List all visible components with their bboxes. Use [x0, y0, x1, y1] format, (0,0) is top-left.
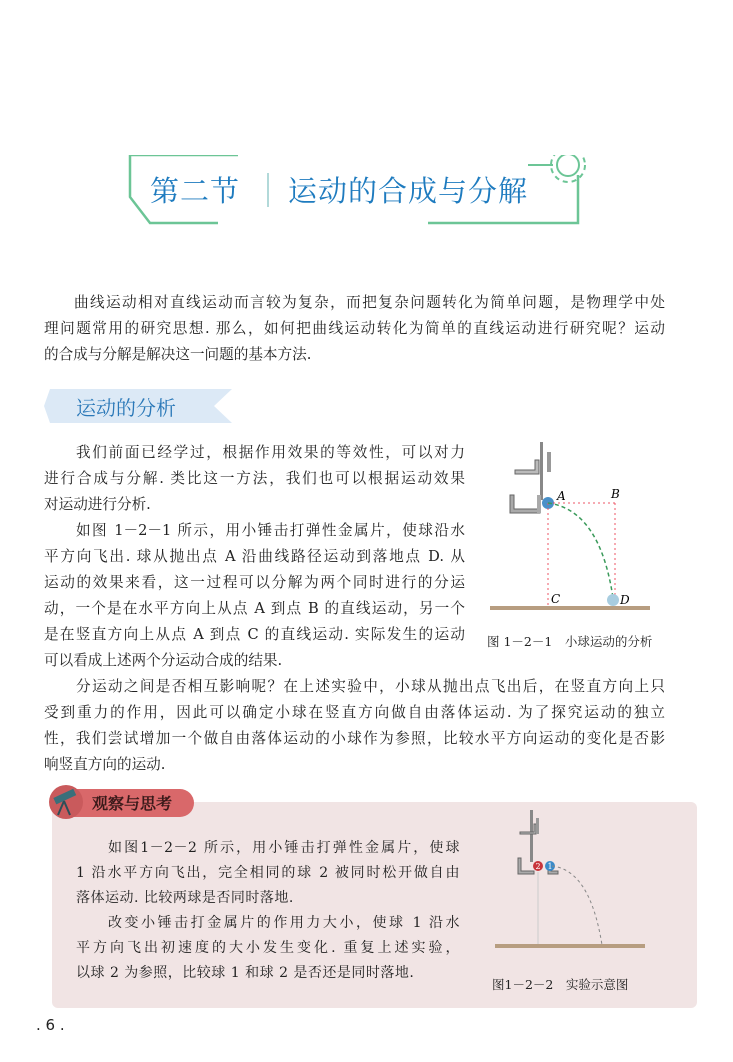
ball-1-label: 1	[547, 862, 553, 871]
ball-2-label: 2	[535, 862, 541, 871]
text-line: 的合成与分解是解决这一问题的基本方法.	[44, 346, 312, 363]
text-line: 改变小锤击打金属片的作用力大小，使球 1 沿水	[108, 915, 460, 931]
figure-2-caption: 图1－2－2 实验示意图	[492, 977, 629, 992]
text-line: 是在竖直方向上从点 A 到点 C 的直线运动. 实际发生的运动	[44, 626, 465, 643]
point-d-label: D	[620, 593, 630, 607]
text-line: 理问题常用的研究思想. 那么，如何把曲线运动转化为简单的直线运动进行研究呢？运动	[44, 320, 665, 337]
section-title: 运动的合成与分解	[288, 174, 529, 208]
gear-icon	[551, 155, 585, 182]
text-line: 如图1－2－2 所示，用小锤击打弹性金属片，使球	[108, 840, 460, 856]
figure-1-caption: 图 1－2－1 小球运动的分析	[487, 634, 653, 649]
point-c-label: C	[551, 592, 561, 606]
intro-paragraph	[44, 290, 665, 368]
independence-paragraph	[44, 674, 665, 778]
text-line: 我们前面已经学过，根据作用效果的等效性，可以对力	[76, 444, 465, 461]
text-line: 受到重力的作用，因此可以确定小球在竖直方向做自由落体运动. 为了探究运动的独立	[44, 704, 665, 721]
text-line: 可以看成上述两个分运动合成的结果.	[44, 652, 283, 669]
figure-2-diagram	[490, 810, 650, 955]
text-line: 动，一个是在水平方向上从点 A 到点 B 的直线运动，另一个	[44, 600, 465, 617]
text-line: 1 沿水平方向飞出，完全相同的球 2 被同时松开做自由	[76, 865, 460, 881]
text-line: 分运动之间是否相互影响呢？在上述实验中，小球从抛出点飞出后，在竖直方向上只	[76, 678, 665, 695]
text-line: 运动的效果来看，这一过程可以分解为两个同时进行的分运	[44, 574, 465, 591]
analysis-paragraph	[44, 440, 465, 674]
figure-1-diagram	[485, 440, 655, 620]
section-title-banner	[128, 155, 576, 223]
observe-text	[76, 836, 460, 986]
text-line: 落体运动. 比较两球是否同时落地.	[76, 890, 294, 906]
subsection-heading	[44, 389, 234, 423]
text-line: 平方向飞出. 球从抛出点 A 沿曲线路径运动到落地点 D. 从	[44, 548, 465, 565]
page-number: . 6 .	[36, 1016, 65, 1034]
text-line: 进行合成与分解. 类比这一方法，我们也可以根据运动效果	[44, 470, 465, 487]
text-line: 以球 2 为参照，比较球 1 和球 2 是否还是同时落地.	[76, 965, 415, 981]
section-number: 第二节	[150, 174, 241, 208]
point-b-label: B	[611, 487, 620, 501]
text-line: 对运动进行分析.	[44, 496, 151, 513]
observe-tag-label: 观察与思考	[92, 794, 173, 813]
point-a-label: A	[557, 489, 566, 503]
text-line: 如图 1－2－1 所示，用小锤击打弹性金属片，使球沿水	[76, 522, 465, 539]
text-line: 平方向飞出初速度的大小发生变化. 重复上述实验，	[76, 940, 460, 956]
observe-tag	[46, 785, 196, 819]
text-line: 曲线运动相对直线运动而言较为复杂，而把复杂问题转化为简单问题，是物理学中处	[74, 294, 665, 311]
text-line: 响竖直方向的运动.	[44, 756, 166, 773]
text-line: 性，我们尝试增加一个做自由落体运动的小球作为参照，比较水平方向运动的变化是否影	[44, 730, 665, 747]
subsection-title: 运动的分析	[76, 396, 176, 420]
